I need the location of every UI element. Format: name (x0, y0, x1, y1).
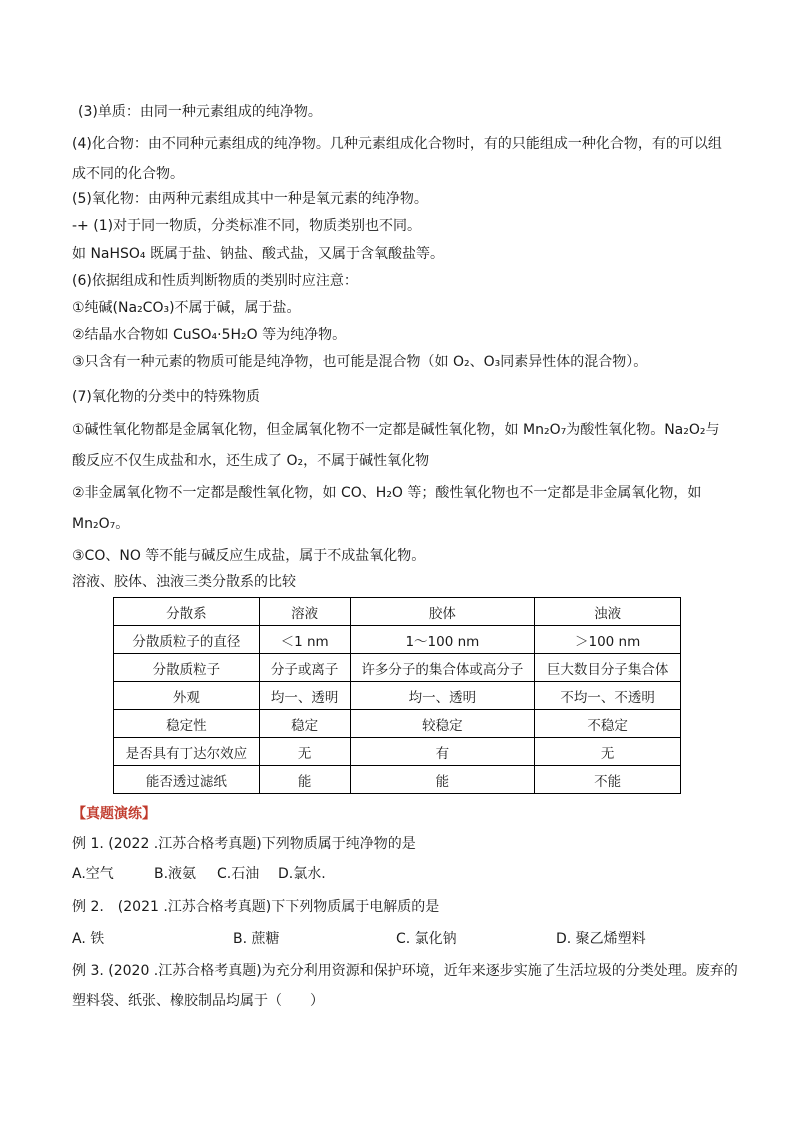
table-cell: 均一、透明 (259, 682, 350, 710)
option-c: C.石油 (217, 866, 260, 882)
table-cell: 能否透过滤纸 (114, 766, 260, 794)
text-line: ③CO、NO 等不能与碱反应生成盐，属于不成盐氧化物。 (72, 548, 426, 564)
table-row (114, 626, 681, 654)
text-line: Mn₂O₇。 (72, 516, 130, 532)
table-header-row (114, 598, 681, 626)
question-1: 例 1. (2022 .江苏合格考真题)下列物质属于纯净物的是 (72, 836, 416, 852)
option-d: D. 聚乙烯塑料 (556, 931, 646, 947)
text-line: (6)依据组成和性质判断物质的类别时应注意： (72, 273, 358, 289)
table-cell: 无 (259, 738, 350, 766)
table-cell: 不能 (535, 766, 681, 794)
table-cell: ＜1 nm (259, 626, 350, 654)
table-header-cell: 胶体 (350, 598, 535, 626)
question-3: 例 3. (2020 .江苏合格考真题)为充分利用资源和保护环境，近年来逐步实施了生活垃圾的分类处理。废弃的 (72, 963, 738, 979)
text-line: (4)化合物：由不同种元素组成的纯净物。几种元素组成化合物时，有的只能组成一种化合物，有的可以组 (72, 136, 722, 152)
option-d: D.氯水. (278, 866, 326, 882)
table-cell: 较稳定 (350, 710, 535, 738)
text-line: 如 NaHSO₄ 既属于盐、钠盐、酸式盐，又属于含氧酸盐等。 (72, 246, 444, 262)
question-2: 例 2. (2021 .江苏合格考真题)下下列物质属于电解质的是 (72, 899, 440, 915)
table-cell: 巨大数目分子集合体 (535, 654, 681, 682)
option-b: B.液氨 (154, 866, 197, 882)
text-line: ②非金属氧化物不一定都是酸性氧化物，如 CO、H₂O 等；酸性氧化物也不一定都是非金属氧化物，如 (72, 485, 702, 501)
text-line: 成不同的化合物。 (72, 166, 184, 182)
table-cell: 稳定性 (114, 710, 260, 738)
section-heading: 【真题演练】 (72, 806, 156, 822)
text-line: ②结晶水合物如 CuSO₄·5H₂O 等为纯净物。 (72, 327, 347, 343)
table-cell: 均一、透明 (350, 682, 535, 710)
option-a: A.空气 (72, 866, 114, 882)
table-cell: 分散质粒子 (114, 654, 260, 682)
table-cell: 1～100 nm (350, 626, 535, 654)
table-cell: 分子或离子 (259, 654, 350, 682)
table-cell: 许多分子的集合体或高分子 (350, 654, 535, 682)
option-c: C. 氯化钠 (396, 931, 457, 947)
text-line: ①碱性氧化物都是金属氧化物，但金属氧化物不一定都是碱性氧化物，如 Mn₂O₇为酸性氧化物。Na₂O₂与 (72, 422, 720, 438)
table-header-cell: 浊液 (535, 598, 681, 626)
table-row (114, 738, 681, 766)
table-cell: 是否具有丁达尔效应 (114, 738, 260, 766)
table-cell: 不均一、不透明 (535, 682, 681, 710)
table-row (114, 710, 681, 738)
table-caption: 溶液、胶体、浊液三类分散系的比较 (72, 574, 296, 590)
text-line: (3)单质：由同一种元素组成的纯净物。 (78, 104, 322, 120)
text-line: -+ (1)对于同一物质，分类标准不同，物质类别也不同。 (72, 218, 422, 234)
option-a: A. 铁 (72, 931, 105, 947)
text-line: 酸反应不仅生成盐和水，还生成了 O₂，不属于碱性氧化物 (72, 453, 430, 469)
text-line: ③只含有一种元素的物质可能是纯净物，也可能是混合物（如 O₂、O₃同素异性体的混合物）。 (72, 354, 648, 370)
table-cell: ＞100 nm (535, 626, 681, 654)
table-row (114, 766, 681, 794)
table-row (114, 654, 681, 682)
table-cell: 有 (350, 738, 535, 766)
table-cell: 能 (259, 766, 350, 794)
table-cell: 外观 (114, 682, 260, 710)
text-line: ①纯碱(Na₂CO₃)不属于碱，属于盐。 (72, 300, 301, 316)
table-cell: 分散质粒子的直径 (114, 626, 260, 654)
table-cell: 不稳定 (535, 710, 681, 738)
table-cell: 能 (350, 766, 535, 794)
dispersion-comparison-table (113, 597, 681, 794)
question-3-cont: 塑料袋、纸张、橡胶制品均属于（ ） (72, 993, 324, 1009)
table-header-cell: 分散系 (114, 598, 260, 626)
option-b: B. 蔗糖 (233, 931, 280, 947)
table-cell: 稳定 (259, 710, 350, 738)
table-row (114, 682, 681, 710)
table-header-cell: 溶液 (259, 598, 350, 626)
table-cell: 无 (535, 738, 681, 766)
text-line: (5)氧化物：由两种元素组成其中一种是氧元素的纯净物。 (72, 191, 428, 207)
text-line: (7)氧化物的分类中的特殊物质 (72, 389, 260, 405)
